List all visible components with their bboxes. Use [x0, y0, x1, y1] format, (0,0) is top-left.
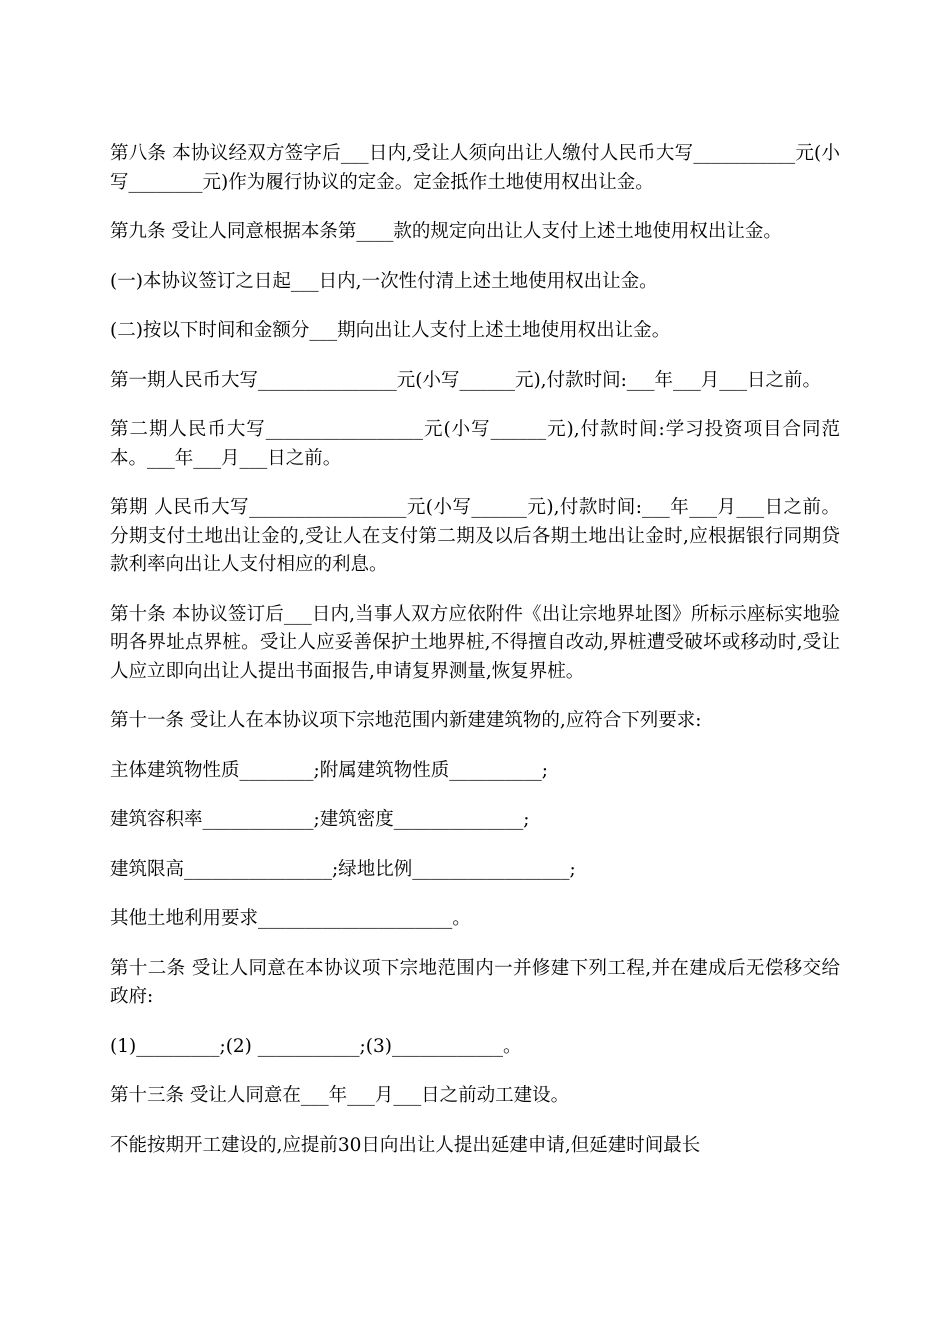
option-2-paragraph: (二)按以下时间和金额分___期向出让人支付上述土地使用权出让金。: [110, 320, 671, 341]
plot-ratio-line: 建筑容积率____________;建筑密度______________;: [110, 809, 530, 830]
building-nature-line: 主体建筑物性质________;附属建筑物性质__________;: [110, 759, 548, 781]
installment-2-paragraph: 第二期人民币大写_________________元(小写______元),付款时间:学习投资项目合同范本。___年___月___日之前。: [110, 419, 840, 469]
installment-n-paragraph: 第期 人民币大写_________________元(小写______元),付款时间:___年___月___日之前。分期支付土地出让金的,受让人在支付第二期及以后各期土地出让金时,应根据银行同期贷款利率向出让人支付相应的利息。: [110, 497, 840, 575]
article-11-paragraph: 第十一条 受让人在本协议项下宗地范围内新建建筑物的,应符合下列要求:: [110, 710, 702, 731]
article-8-paragraph: 第八条 本协议经双方签字后___日内,受让人须向出让人缴付人民币大写___________元(小写________元)作为履行协议的定金。定金抵作土地使用权出让金。: [110, 143, 840, 193]
height-limit-line: 建筑限高________________;绿地比例_________________;: [110, 858, 576, 880]
document-page: [110, 140, 840, 1181]
article-10-paragraph: 第十条 本协议签订后___日内,当事人双方应依附件《出让宗地界址图》所标示座标实地验明各界址点界桩。受让人应妥善保护土地界桩,不得擅自改动,界桩遭受破坏或移动时,受让人应立即向出让人提出书面报告,申请复界测量,恢复界桩。: [110, 603, 840, 682]
article-9-paragraph: 第九条 受让人同意根据本条第____款的规定向出让人支付上述土地使用权出让金。: [110, 221, 782, 242]
installment-1-paragraph: 第一期人民币大写_______________元(小写______元),付款时间:___年___月___日之前。: [110, 369, 822, 391]
other-requirements-line: 其他土地利用要求_____________________。: [110, 908, 471, 929]
article-13-paragraph: 第十三条 受让人同意在___年___月___日之前动工建设。: [110, 1085, 570, 1106]
option-1-paragraph: (一)本协议签订之日起___日内,一次性付清上述土地使用权出让金。: [110, 270, 658, 292]
delay-application-paragraph: 不能按期开工建设的,应提前30日向出让人提出延建申请,但延建时间最长: [110, 1134, 701, 1156]
article-12-paragraph: 第十二条 受让人同意在本协议项下宗地范围内一并修建下列工程,并在建成后无偿移交给政府:: [110, 957, 840, 1007]
projects-list-line: (1)_________;(2) ___________;(3)____________。: [110, 1035, 522, 1057]
